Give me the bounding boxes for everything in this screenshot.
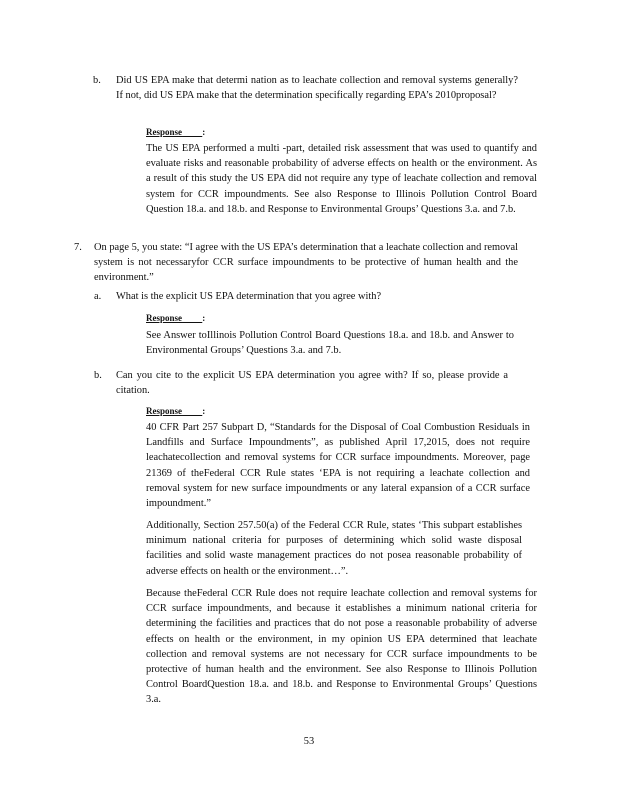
response-label: Response xyxy=(146,127,183,137)
item-7b-response-heading xyxy=(146,405,205,417)
item-7a-response-heading xyxy=(146,312,205,324)
item-7a-label: a. xyxy=(94,291,102,302)
item-b-label: b. xyxy=(93,75,101,86)
page-number: 53 xyxy=(303,736,315,747)
item-7b-response-paragraph-1: 40 CFR Part 257 Subpart D, “Standards for the Disposal of Coal Combustion Residuals in Landfills and Surface Impoundments”, as published April 17,2015, does not require leachatecollection and removal systems for CCR surface impoundments. Moreover, page 21369 of theFederal CCR Rule states ‘EPA is not requiring a leachate collection and removal system for new surface impoundments or any lateral expansion of a CCR surface impoundment.” xyxy=(146,422,530,510)
question-7-number: 7. xyxy=(74,242,82,253)
item-7b-response-paragraph-3: Because theFederal CCR Rule does not require leachate collection and removal systems for CCR surface impoundments, and because it establishes a minimum national criteria for determining the facilities and practices that do not pose a reasonable probability of adverse effects on health or the environment, in my opinion US EPA determined that leachate collection and removal systems are not necessary for CCR surface impoundments to be protective of human health and the environment. See also Response to Illinois Pollution Control BoardQuestion 18.a. and 18.b. and Response to Environmental Groups’ Questions 3.a. xyxy=(146,588,537,706)
item-b-question: Did US EPA make that determi nation as to leachate collection and removal systems generally? If not, did US EPA make that the determination specifically regarding EPA’s 2010proposal? xyxy=(116,75,518,102)
response-colon: : xyxy=(202,313,206,323)
response-label: Response xyxy=(146,406,183,416)
response-colon: : xyxy=(202,406,206,416)
response-label: Response xyxy=(146,313,183,323)
item-7b-response-paragraph-2: Additionally, Section 257.50(a) of the Federal CCR Rule, states ‘This subpart establishes minimum national criteria for purposes of determining which solid waste disposal facilities and solid waste management practices do not posea reasonable probability of adverse effects on health or the environment…”. xyxy=(146,520,522,577)
item-7a-response: See Answer toIllinois Pollution Control Board Questions 18.a. and 18.b. and Answer to Environmental Groups’ Questions 3.a. and 7.b. xyxy=(146,330,514,357)
item-7a-question: What is the explicit US EPA determination that you agree with? xyxy=(116,291,382,302)
response-colon: : xyxy=(202,127,206,137)
question-7-text: On page 5, you state: “I agree with the US EPA’s determination that a leachate collection and removal system is not necessaryfor CCR surface impoundments to be protective of human health and the environment.” xyxy=(94,242,518,284)
item-7b-label: b. xyxy=(94,370,102,381)
item-b-response-heading xyxy=(146,126,205,138)
item-b-response: The US EPA performed a multi -part, detailed risk assessment that was used to quantify and evaluate risks and reasonable probability of adverse effects on health or the environment. As a result of this study the US EPA did not require any type of leachate collection and removal system for CCR impoundments. See also Response to Illinois Pollution Control Board Question 18.a. and 18.b. and Response to Environmental Groups’ Questions 3.a. and 7.b. xyxy=(146,143,537,215)
item-7b-question: Can you cite to the explicit US EPA determination you agree with? If so, please provide a citation. xyxy=(116,370,508,397)
